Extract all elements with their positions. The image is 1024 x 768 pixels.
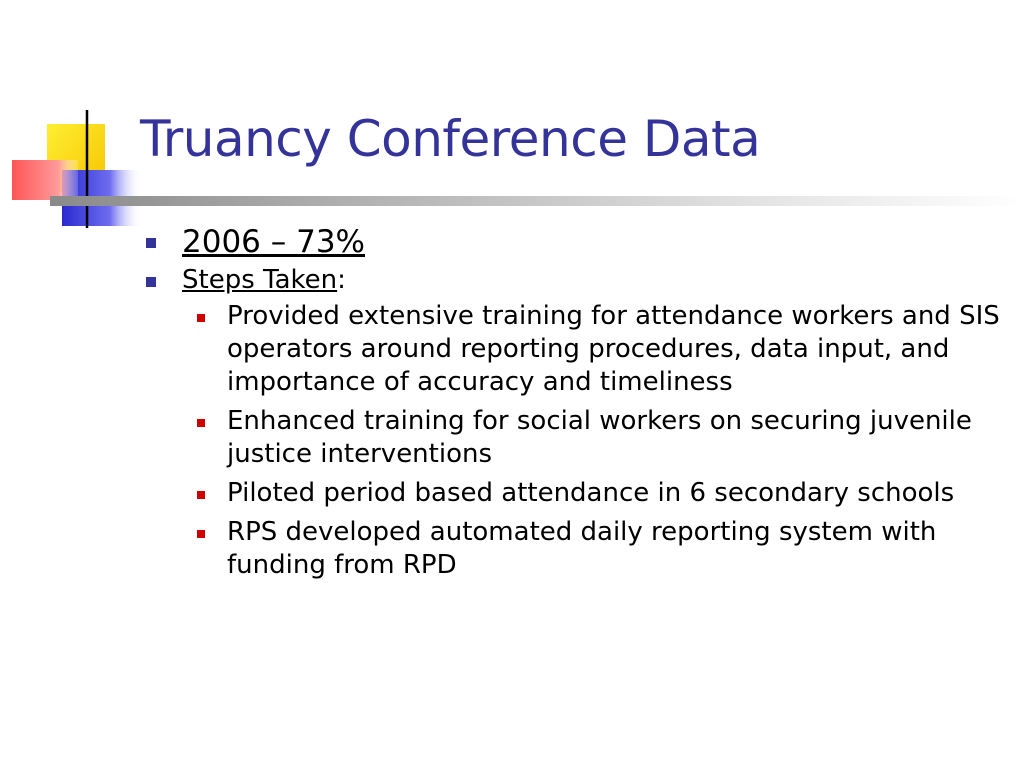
sub-bullet-item-training xyxy=(140,300,1010,399)
square-bullet-icon xyxy=(146,277,156,287)
bullet-item-year xyxy=(140,222,1010,262)
square-bullet-icon xyxy=(197,491,205,499)
sub-bullet-text: RPS developed automated daily reporting system with funding from RPD xyxy=(227,517,937,580)
bullet-suffix-colon: : xyxy=(337,265,346,295)
slide-title: Truancy Conference Data xyxy=(140,110,761,168)
square-bullet-icon xyxy=(197,314,205,322)
sub-bullet-item-period-attendance xyxy=(140,477,1010,510)
sub-bullet-list xyxy=(140,300,1010,582)
sub-bullet-text: Piloted period based attendance in 6 secondary schools xyxy=(227,478,955,508)
square-bullet-icon xyxy=(197,530,205,538)
bullet-text-steps: Steps Taken xyxy=(182,265,338,295)
red-square xyxy=(12,160,78,200)
sub-bullet-item-reporting-system xyxy=(140,516,1010,582)
slide-content xyxy=(140,222,1010,588)
square-bullet-icon xyxy=(146,238,156,248)
sub-bullet-item-social-workers xyxy=(140,405,1010,471)
sub-bullet-text: Provided extensive training for attendance workers and SIS operators around reporting procedures, data input, and importance of accuracy and timeliness xyxy=(227,301,1000,397)
bullet-item-steps xyxy=(140,265,1010,296)
title-divider xyxy=(50,196,1024,206)
square-bullet-icon xyxy=(197,419,205,427)
bullet-text-year: 2006 – 73% xyxy=(182,224,366,260)
sub-bullet-text: Enhanced training for social workers on securing juvenile justice interventions xyxy=(227,406,972,469)
